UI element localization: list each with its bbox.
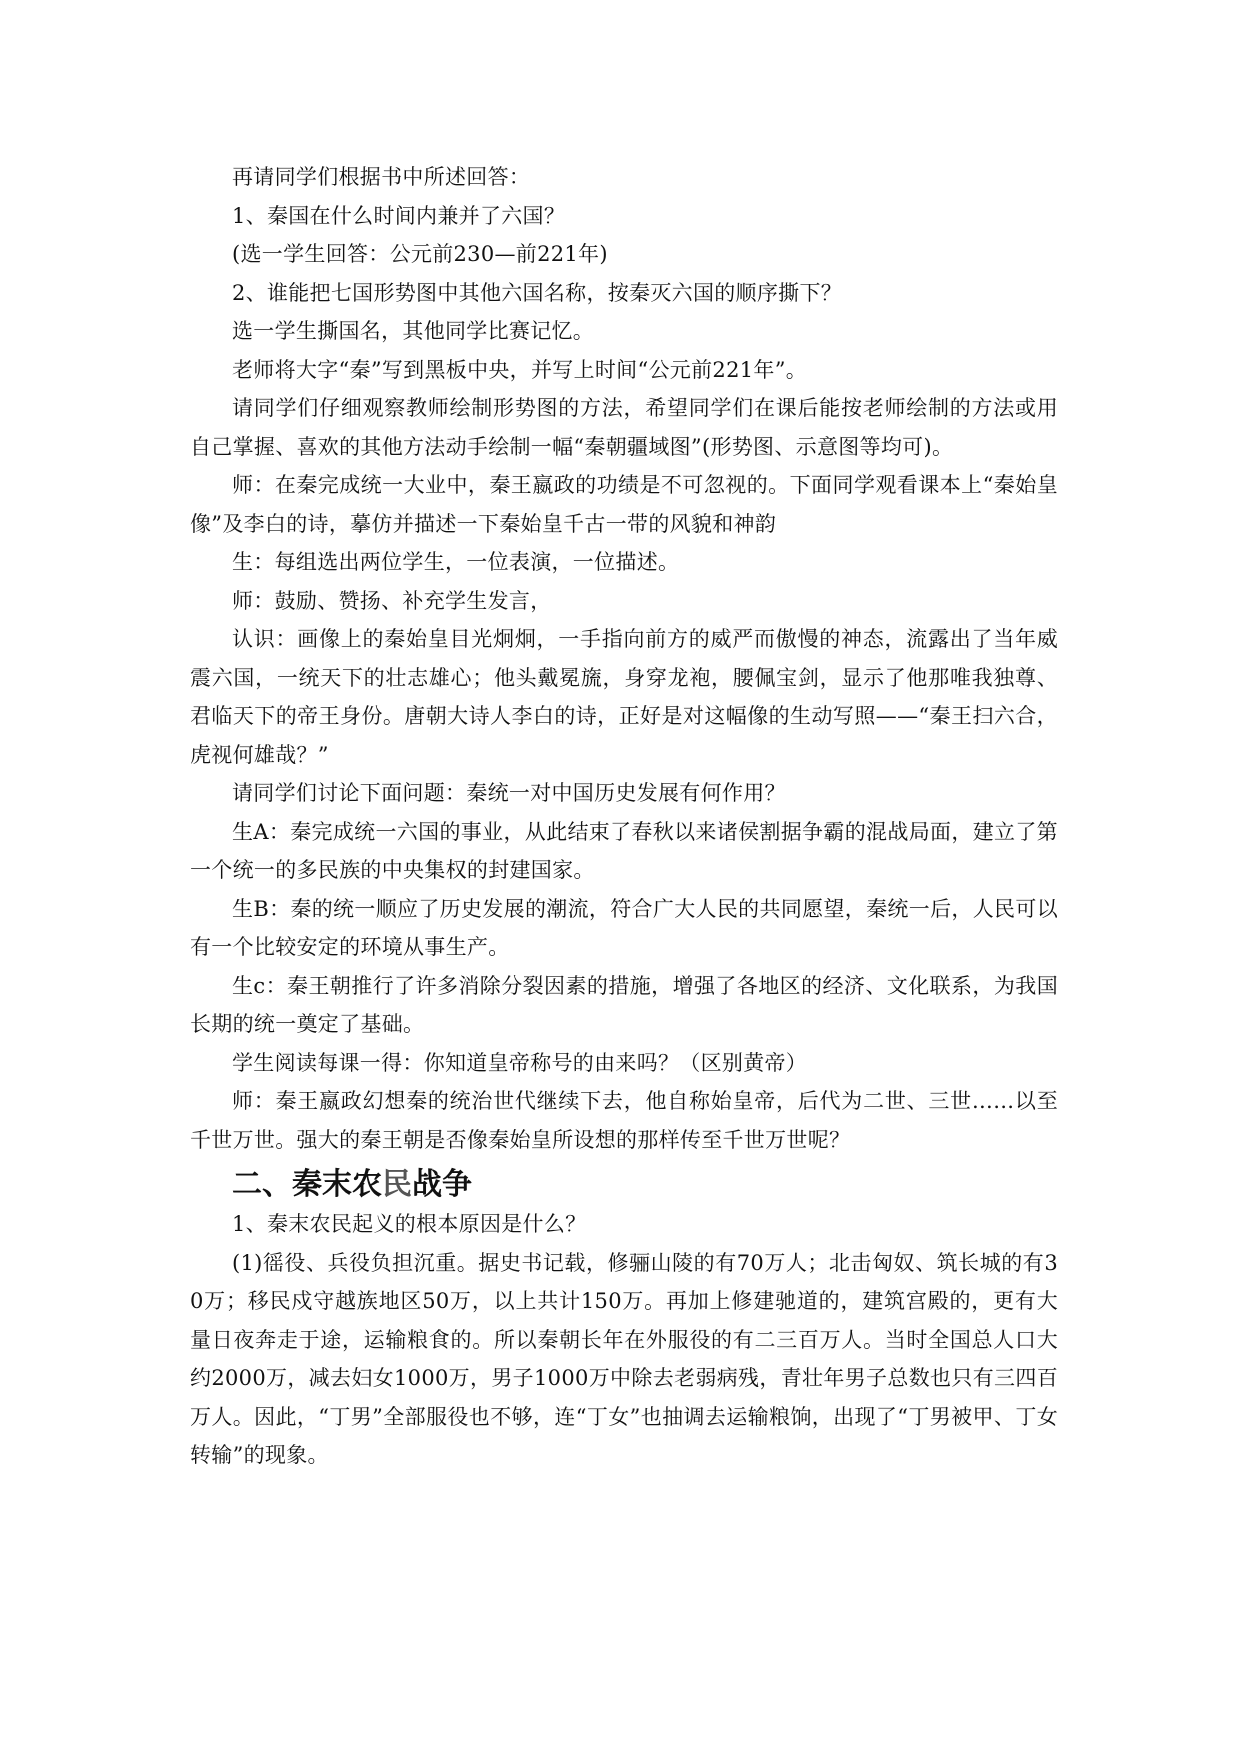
- paragraph: 认识：画像上的秦始皇目光炯炯，一手指向前方的威严而傲慢的神态，流露出了当年威震六国，一统天下的壮志雄心；他头戴冕旒，身穿龙袍，腰佩宝剑，显示了他那唯我独尊、君临天下的帝王身份。唐朝大诗人李白的诗，正好是对这幅像的生动写照——“秦王扫六合，虎视何雄哉？”: [190, 627, 1058, 767]
- paragraph: 师：秦王嬴政幻想秦的统治世代继续下去，他自称始皇帝，后代为二世、三世……以至千世万世。强大的秦王朝是否像秦始皇所设想的那样传至千世万世呢？: [190, 1089, 1058, 1152]
- paragraph: 选一学生撕国名，其他同学比赛记忆。: [232, 319, 595, 343]
- paragraph: 师：在秦完成统一大业中，秦王嬴政的功绩是不可忽视的。下面同学观看课本上“秦始皇像”及李白的诗，摹仿并描述一下秦始皇千古一带的风貌和神韵: [190, 473, 1058, 536]
- section-heading-part: 民: [382, 1167, 412, 1202]
- paragraph: (1)徭役、兵役负担沉重。据史书记载，修骊山陵的有70万人；北击匈奴、筑长城的有30万；移民戍守越族地区50万，以上共计150万。再加上修建驰道的，建筑宫殿的，更有大量日夜奔走于途，运输粮食的。所以秦朝长年在外服役的有二三百万人。当时全国总人口大约2000万，减去妇女1000万，男子1000万中除去老弱病残，青壮年男子总数也只有三四百万人。因此，“丁男”全部服役也不够，连“丁女”也抽调去运输粮饷，出现了“丁男被甲、丁女转输”的现象。: [190, 1250, 1058, 1467]
- paragraph: 老师将大字“秦”写到黑板中央，并写上时间“公元前221年”。: [232, 357, 808, 382]
- paragraph: 请同学们仔细观察教师绘制形势图的方法，希望同学们在课后能按老师绘制的方法或用自己掌握、喜欢的其他方法动手绘制一幅“秦朝疆域图”(形势图、示意图等均可)。: [190, 396, 1058, 459]
- paragraph: (选一学生回答：公元前230—前221年): [232, 242, 608, 266]
- paragraph: 1、秦国在什么时间内兼并了六国？: [232, 203, 566, 228]
- paragraph: 生c：秦王朝推行了许多消除分裂因素的措施，增强了各地区的经济、文化联系，为我国长期的统一奠定了基础。: [190, 973, 1058, 1036]
- paragraph: 学生阅读每课一得：你知道皇帝称号的由来吗？（区别黄帝）: [232, 1050, 808, 1075]
- paragraph: 生A：秦完成统一六国的事业，从此结束了春秋以来诸侯割据争霸的混战局面，建立了第一个统一的多民族的中央集权的封建国家。: [190, 819, 1058, 882]
- paragraph: 再请同学们根据书中所述回答：: [232, 165, 531, 189]
- paragraph: 生B：秦的统一顺应了历史发展的潮流，符合广大人民的共同愿望，秦统一后，人民可以有一个比较安定的环境从事生产。: [190, 896, 1058, 959]
- paragraph: 生：每组选出两位学生，一位表演，一位描述。: [232, 550, 680, 574]
- paragraph: 2、谁能把七国形势图中其他六国名称，按秦灭六国的顺序撕下？: [232, 280, 843, 305]
- document-body: [190, 158, 1058, 1475]
- section-heading-part: 二、秦末农: [232, 1167, 382, 1202]
- section-heading: [190, 1165, 1058, 1205]
- paragraph: 请同学们讨论下面问题：秦统一对中国历史发展有何作用？: [232, 781, 786, 805]
- paragraph: 师：鼓励、赞扬、补充学生发言，: [232, 588, 552, 613]
- paragraph: 1、秦末农民起义的根本原因是什么？: [232, 1212, 587, 1236]
- section-heading-part: 战争: [412, 1167, 472, 1202]
